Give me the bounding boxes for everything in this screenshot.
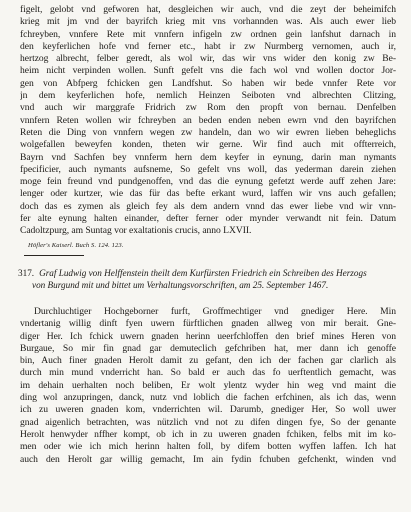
document-number: 317. [18,268,35,278]
text-line: men oder wie ich mich herinn halten foll, by difem botten wyffen laffen. Ich hat [20,441,396,453]
text-line: lenger oder kurtzer, wie das für das befte erkant wurd, laffen wir vns auch gefallen; [20,188,396,200]
text-line: hertzog albrecht, felber geredt, als wol wir, das wir vns wider den konig zw Be- [20,53,396,65]
text-line: bin, Auch finer gnaden Herolt damit zu gefant, den ich der fachen gar clarlich als [20,355,396,367]
heading-line-1: Graf Ludwig von Helffenstein theilt dem Kurfürsten Friedrich ein Schreiben des Herzogs [39,268,367,278]
text-line: Herolt henwyder nffher kompt, ob ich in zu uweren gnaden fchiken, felbs mit im ko- [20,428,396,440]
heading-line-2: von Burgund mit und bittet um Verhaltungsvorschriften, am 25. September 1467. [32,279,329,290]
text-line: heim nicht verpinden wollen. Sunft gefelt vns die fach wol vnd wollen doctor Jor- [20,65,396,77]
text-line: fchreyben, vnnfere Rete mit vnnfern infigeln zw ordnen gein lanfshut darnach in [20,28,396,40]
text-line: Burgaue, So mir fin gnad gar demuteclich gefchriben hat, mer dann ich genoffe [20,342,396,354]
text-line: fer alte eynung halten einander, defter ferner oder mynder verwandt nit fein. Datum [20,213,396,225]
text-line: vndertanig willig dinft fyen uwern fürftlichen gnaden allweg von mir berait. Gne- [20,318,396,330]
text-line: den keyferlichen hofe vnd ferner etc., habt ir zw Nurmberg vernomen, auch ir, [20,40,396,52]
text-line: fpecificier, auch nymants aufsneme, So gefelt vns woll, das yederman darein ziehen [20,163,396,175]
text-line: Bayrn vnd Sachfen bey vnnferm hern dem keyfer in eynung, darin man nymants [20,151,396,163]
text-line: ich zu uweren gnaden kom, vnderrichten wil. Darumb, gnediger Her, So woll uwer [20,404,396,416]
text-line: krieg mit jm vnd der bayrifch krieg mit vns vorhannden was. Als auch ewer lieb [20,16,396,28]
letter-text-body [20,306,396,466]
text-line: vnnfern Reten wollen wir fchreyben an beden enden neben ewrn vnd den bayrifchen [20,114,396,126]
section-divider [24,255,84,256]
text-line: gen von Abfperg fchicken gen Landfshut. So haben wir bede vnnfer Rete vor [20,77,396,89]
document-heading [18,268,398,291]
text-line: im dehain uerhalten noch beliben, Er wolt ylentz wyder hin weg vnd maint die [20,379,396,391]
text-line: moge fein freund vnd pundgenoffen, vnd das die eynung gefetzt werde auff zehen Jare: [20,176,396,188]
text-line: jn dem keyferlichen hofe, nemlich Heinzen Seiboten vnd albrechten Clitzing, [20,90,396,102]
text-line: ding wol anzupringen, danck, nutz vnd loblich die fachen erfchinen, als ich das, wenn [20,392,396,404]
text-line: Reten die Ding von vnnfern wegen zw handeln, dan wo wir ewren lieben beheglichs [20,126,396,138]
text-line: auch den Herolt gar willig gemacht, Im ain fydin fchuben gefchenkt, winden vnd [20,453,396,465]
text-line: Durchluchtiger Hochgeborner furft, Groffmechtiger vnd gnediger Here. Min [34,306,396,317]
text-line: durch min mund vnderricht han. So bald er auch das fo uerftentlich gemacht, was [20,367,396,379]
text-line: gnad aigenlich betrachten, was nützlich vnd not zu difen dingen fye, So der genante [20,416,396,428]
text-line: vnd auch wir marggrafe Fridrich zw Rom den propft von bernau. Denfelben [20,102,396,114]
text-line: wolgefallen beweyfen konden, theten wir gerne. Wir find auch mit offterreich, [20,139,396,151]
text-line: doch das es zymen als gleich fey als dem andern vnnd das ewer liebe vnd wir vnn- [20,200,396,212]
text-line: figelt, gelobt vnd gefworen hat, desgleichen wir auch, vnd die zeyt der beheimifch [20,4,396,15]
text-line: diger Her. Ich fchick uwern gnaden herinn ueerfchloffen den brief mines Heren von [20,330,396,342]
source-reference: Höfler's Kaiserl. Buch S. 124. 123. [28,242,124,249]
text-line: Cadoltzpurg, am Suntag vor exaltationis crucis, anno LXVII. [20,225,252,237]
letter-text-top [20,4,396,238]
